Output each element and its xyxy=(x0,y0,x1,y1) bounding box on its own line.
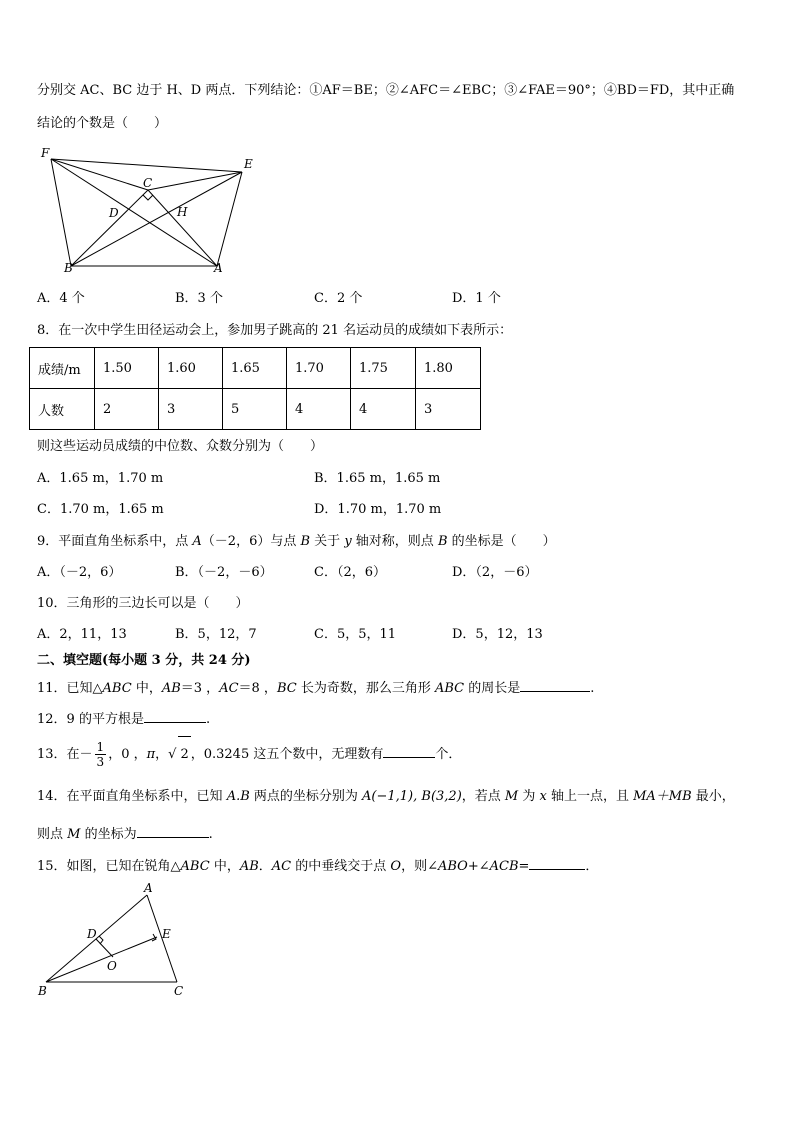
q14-answer-blank[interactable] xyxy=(137,824,209,838)
q14-point-m: M xyxy=(504,789,519,804)
q9-option-a: A．（－2，6） xyxy=(37,565,122,580)
q7-right-angle-mark xyxy=(143,195,153,200)
q9-text: 的坐标是（ ） xyxy=(447,534,556,549)
q15-segment-BE xyxy=(46,937,157,982)
q8-option-b: B．1.65 m，1.65 m xyxy=(314,471,441,486)
q7-segment-BE xyxy=(71,172,242,266)
q11-text: 中， xyxy=(131,681,162,696)
q7-segment-CE xyxy=(148,172,242,190)
q8-stem-pre: 8．在一次中学生田径运动会上，参加男子跳高的 xyxy=(37,323,323,338)
q13-text: ，0.3245 这五个数中，无理数有 xyxy=(190,747,384,762)
q13-fraction xyxy=(95,740,107,769)
q7-option-d: D．1 个 xyxy=(452,291,501,306)
q14-text: 两点的坐标分别为 xyxy=(249,789,363,804)
q7-stem-line1: 分别交 AC、BC 边于 H、D 两点．下列结论：①AF＝BE；②∠AFC＝∠EBC；③∠FAE＝90°；④BD＝FD，其中正确 xyxy=(37,83,735,98)
q12-text: 12．9 的平方根是 xyxy=(37,712,144,727)
q11-ac: AC xyxy=(219,681,239,696)
q14-point-m: M xyxy=(67,827,81,842)
table-row xyxy=(30,348,481,389)
q9-stem xyxy=(37,533,556,551)
q10-option-c: C．5，5，11 xyxy=(314,627,397,642)
q13-denominator: 3 xyxy=(96,755,105,769)
table-cell: 1.50 xyxy=(95,348,159,389)
q13-stem xyxy=(37,736,461,773)
q14-axis-x: x xyxy=(539,789,547,804)
table-row xyxy=(30,389,481,430)
q7-label-C: C xyxy=(143,176,153,190)
q7-label-F: F xyxy=(41,146,50,160)
q10-option-a: A．2，11，13 xyxy=(37,627,127,642)
q7-figure xyxy=(30,140,270,280)
q7-label-E: E xyxy=(244,157,253,171)
q11-text: ＝3 ， xyxy=(180,681,220,696)
table-cell: 4 xyxy=(351,389,416,430)
q13-text: 13．在－ xyxy=(37,747,93,762)
q15-text: ． xyxy=(258,859,272,874)
q15-text: 15．如图，已知在锐角△ xyxy=(37,859,181,874)
q11-text: ＝8 ， xyxy=(238,681,277,696)
q9-axis-y: y xyxy=(344,534,352,549)
q15-label-C: C xyxy=(174,984,184,998)
q7-segment-FA xyxy=(51,159,217,266)
q13-answer-blank[interactable] xyxy=(383,744,435,758)
q11-abc: ABC xyxy=(434,681,465,696)
q7-label-H: H xyxy=(177,205,188,219)
q9-option-c: C．（2，6） xyxy=(314,565,386,580)
table-cell: 1.80 xyxy=(416,348,481,389)
q9-point-b: B xyxy=(300,534,311,549)
q14-coords: A(−1,1), B(3,2) xyxy=(362,789,462,804)
q9-option-d: D．（2，－6） xyxy=(452,565,538,580)
table-cell: 1.60 xyxy=(159,348,223,389)
section-heading: 二、填空题(每小题 3 分，共 24 分) xyxy=(37,653,251,668)
q13-text: 个． xyxy=(435,747,462,762)
table-cell: 4 xyxy=(287,389,351,430)
q10-option-d: D．5，12，13 xyxy=(452,627,543,642)
q7-label-A: A xyxy=(214,261,223,275)
q15-text: 中， xyxy=(209,859,240,874)
q15-text: +∠ xyxy=(467,859,490,874)
q8-count: 21 xyxy=(322,323,339,338)
q15-stem xyxy=(37,856,598,876)
q8-stem-post: 名运动员的成绩如下表所示： xyxy=(338,323,513,338)
q11-text: 长为奇数，那么三角形 xyxy=(296,681,435,696)
q7-segment-CF xyxy=(51,159,148,190)
q7-label-B: B xyxy=(64,261,73,275)
q15-label-A: A xyxy=(144,881,153,895)
q15-text: = xyxy=(518,859,530,874)
q14-stem-line1 xyxy=(37,788,735,806)
q15-label-O: O xyxy=(107,959,117,973)
q7-option-c: C．2 个 xyxy=(314,291,363,306)
q11-text: 的周长是 xyxy=(464,681,521,696)
q13-sqrt-sign: √ xyxy=(168,747,177,762)
q14-end: . xyxy=(208,827,213,842)
table-cell: 3 xyxy=(159,389,223,430)
q14-text: 轴上一点，且 xyxy=(546,789,634,804)
q9-point-b: B xyxy=(437,534,448,549)
q11-ab: AB xyxy=(161,681,181,696)
table-cell: 3 xyxy=(416,389,481,430)
q14-sum: MA＋MB xyxy=(633,789,692,804)
q8-question: 则这些运动员成绩的中位数、众数分别为（ ） xyxy=(37,439,324,454)
q9-point-a: A xyxy=(192,534,202,549)
q15-text: ，则∠ xyxy=(401,859,438,874)
q15-text: 的中垂线交于点 xyxy=(291,859,391,874)
q7-label-D: D xyxy=(109,206,119,220)
q7-segment-BC xyxy=(71,190,148,266)
q15-segment-DO xyxy=(96,939,113,957)
q8-option-c: C．1.70 m，1.65 m xyxy=(37,502,164,517)
q7-segment-FE xyxy=(51,159,242,172)
q13-radicand: 2 xyxy=(178,736,190,773)
q10-stem: 10．三角形的三边长可以是（ ） xyxy=(37,596,249,611)
table-cell: 5 xyxy=(223,389,287,430)
q15-ac: AC xyxy=(271,859,292,874)
q15-figure xyxy=(30,878,200,1003)
q14-text: 为 xyxy=(518,789,540,804)
q14-ab: A.B xyxy=(226,789,250,804)
q14-stem-line2 xyxy=(37,824,213,844)
q9-text: 9．平面直角坐标系中，点 xyxy=(37,534,193,549)
q12-answer-blank[interactable] xyxy=(144,709,206,723)
q14-text: 的坐标为 xyxy=(80,827,137,842)
q13-pi: π xyxy=(146,747,156,762)
q9-option-b: B．（－2，－6） xyxy=(175,565,273,580)
q15-ab: AB xyxy=(239,859,259,874)
q13-text: ，0 ， xyxy=(108,747,147,762)
q11-triangle: △ABC xyxy=(92,681,132,696)
q11-answer-blank[interactable] xyxy=(520,678,590,692)
q11-bc: BC xyxy=(276,681,297,696)
q10-option-b: B．5，12，7 xyxy=(175,627,257,642)
q15-angle-acb: ACB xyxy=(489,859,519,874)
q14-text: ，若点 xyxy=(461,789,505,804)
q15-answer-blank[interactable] xyxy=(529,856,585,870)
q13-text: ， xyxy=(155,747,169,762)
q15-end: ． xyxy=(585,859,599,874)
q11-end: . xyxy=(590,681,595,696)
q15-point-o: O xyxy=(390,859,402,874)
q12-stem xyxy=(37,709,210,729)
q9-text: （－2，6）与点 xyxy=(201,534,301,549)
q9-text: 关于 xyxy=(310,534,345,549)
q14-text: 14．在平面直角坐标系中，已知 xyxy=(37,789,227,804)
q8-score-table xyxy=(29,347,481,430)
q7-option-b: B．3 个 xyxy=(175,291,223,306)
table-cell: 1.65 xyxy=(223,348,287,389)
q7-option-a: A．4 个 xyxy=(37,291,85,306)
q15-right-angle-mark-e xyxy=(152,934,156,941)
q7-stem-line2: 结论的个数是（ ） xyxy=(37,116,168,131)
table-cell: 2 xyxy=(95,389,159,430)
q14-text: 最小， xyxy=(691,789,735,804)
q13-numerator: 1 xyxy=(96,740,105,754)
q9-text: 轴对称，则点 xyxy=(351,534,438,549)
q15-abc: ABC xyxy=(180,859,210,874)
q8-option-a: A．1.65 m，1.70 m xyxy=(37,471,164,486)
q11-text: 11．已知 xyxy=(37,681,93,696)
q14-text: 则点 xyxy=(37,827,68,842)
q15-label-E: E xyxy=(162,927,171,941)
table-cell: 成绩/m xyxy=(30,348,95,389)
table-cell: 人数 xyxy=(30,389,95,430)
q7-segment-BF xyxy=(51,159,71,266)
q11-stem xyxy=(37,678,594,698)
table-cell: 1.75 xyxy=(351,348,416,389)
q12-end: . xyxy=(205,712,211,727)
q15-angle-abo: ABO xyxy=(437,859,468,874)
q15-label-D: D xyxy=(87,927,97,941)
q15-label-B: B xyxy=(38,984,47,998)
q8-option-d: D．1.70 m，1.70 m xyxy=(314,502,442,517)
q7-segment-EA xyxy=(217,172,242,266)
table-cell: 1.70 xyxy=(287,348,351,389)
q8-stem xyxy=(37,322,512,340)
